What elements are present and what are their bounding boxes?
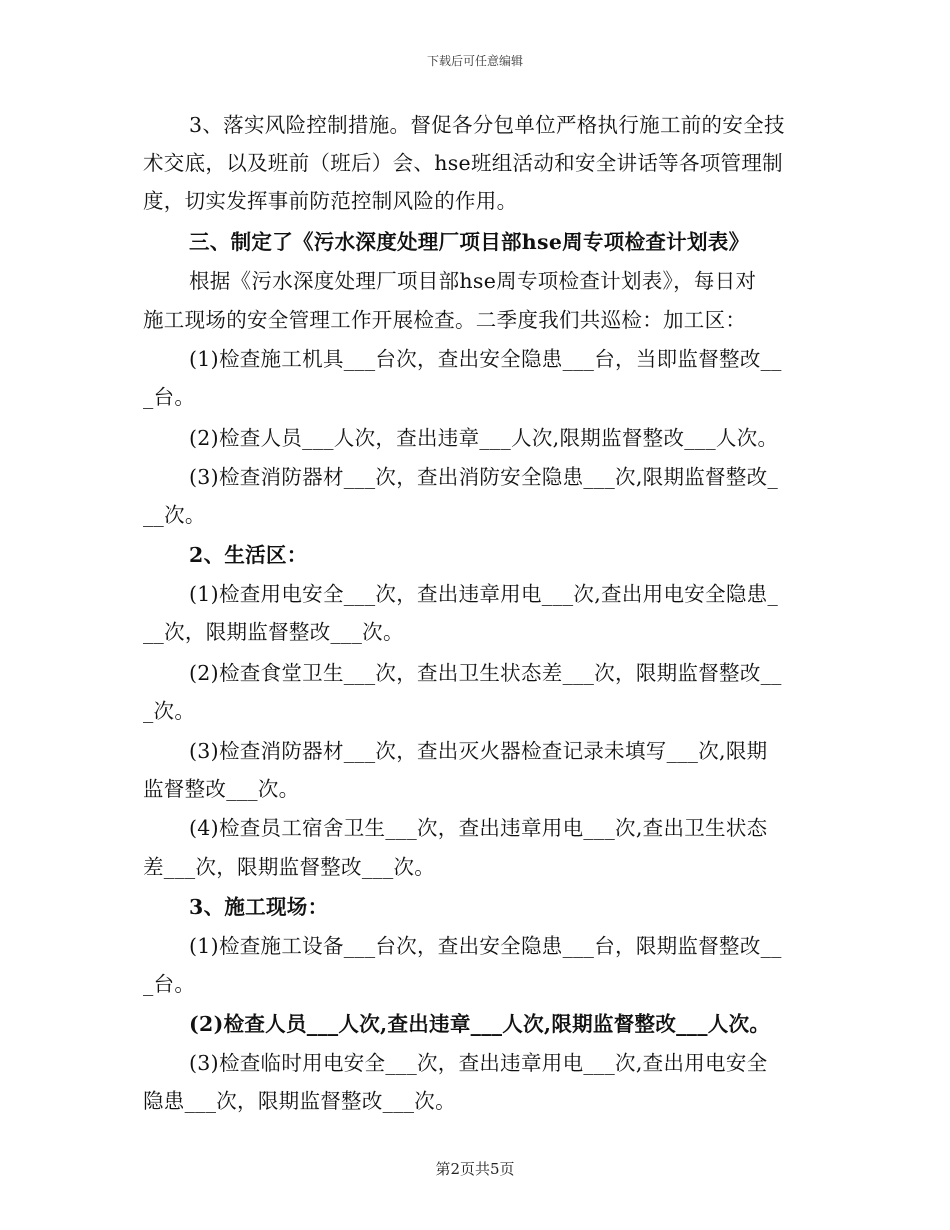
paragraph-line: (4)检查员工宿舍卫生___次，查出违章用电___次,查出卫生状态 bbox=[189, 816, 768, 840]
paragraph-line: (3)检查临时用电安全___次，查出违章用电___次,查出用电安全 bbox=[189, 1051, 768, 1075]
paragraph-line: __次，限期监督整改___次。 bbox=[143, 620, 404, 644]
paragraph-line: (3)检查消防器材___次，查出灭火器检查记录未填写___次,限期 bbox=[189, 739, 768, 763]
paragraph-line: 监督整改___次。 bbox=[143, 777, 300, 801]
paragraph-line: __次。 bbox=[143, 503, 206, 527]
section-heading: 2、生活区： bbox=[189, 543, 308, 567]
paragraph-line: _次。 bbox=[143, 699, 196, 723]
paragraph-line: 根据《污水深度处理厂项目部hse周专项检查计划表》，每日对 bbox=[189, 269, 757, 293]
section-heading: 三、制定了《污水深度处理厂项目部hse周专项检查计划表》 bbox=[189, 230, 750, 254]
paragraph-line: 差___次，限期监督整改___次。 bbox=[143, 855, 436, 879]
paragraph-line: (2)检查人员___人次，查出违章___人次,限期监督整改___人次。 bbox=[189, 426, 779, 450]
paragraph-line: _台。 bbox=[143, 385, 196, 409]
paragraph-line: (1)检查施工机具___台次，查出安全隐患___台，当即监督整改__ bbox=[189, 347, 782, 371]
paragraph-line: _台。 bbox=[143, 972, 196, 996]
section-heading: 3、施工现场： bbox=[189, 895, 329, 919]
paragraph-line: 隐患___次，限期监督整改___次。 bbox=[143, 1089, 456, 1113]
paragraph-line: 施工现场的安全管理工作开展检查。二季度我们共巡检：加工区： bbox=[143, 308, 747, 332]
paragraph-line: (1)检查用电安全___次，查出违章用电___次,查出用电安全隐患_ bbox=[189, 582, 779, 606]
section-heading: (2)检查人员___人次,查出违章___人次,限期监督整改___人次。 bbox=[189, 1012, 771, 1036]
paragraph-line: 术交底，以及班前（班后）会、hse班组活动和安全讲话等各项管理制 bbox=[143, 151, 783, 175]
page-header: 下载后可任意编辑 bbox=[426, 54, 523, 68]
paragraph-line: (1)检查施工设备___台次，查出安全隐患___台，限期监督整改__ bbox=[189, 934, 782, 958]
page-footer: 第2页共5页 bbox=[435, 1160, 515, 1178]
paragraph-line: 度，切实发挥事前防范控制风险的作用。 bbox=[143, 189, 518, 213]
paragraph-line: (3)检查消防器材___次，查出消防安全隐患___次,限期监督整改_ bbox=[189, 465, 779, 489]
paragraph-line: 3、落实风险控制措施。督促各分包单位严格执行施工前的安全技 bbox=[189, 113, 785, 137]
paragraph-line: (2)检查食堂卫生___次，查出卫生状态差___次，限期监督整改__ bbox=[189, 661, 782, 685]
